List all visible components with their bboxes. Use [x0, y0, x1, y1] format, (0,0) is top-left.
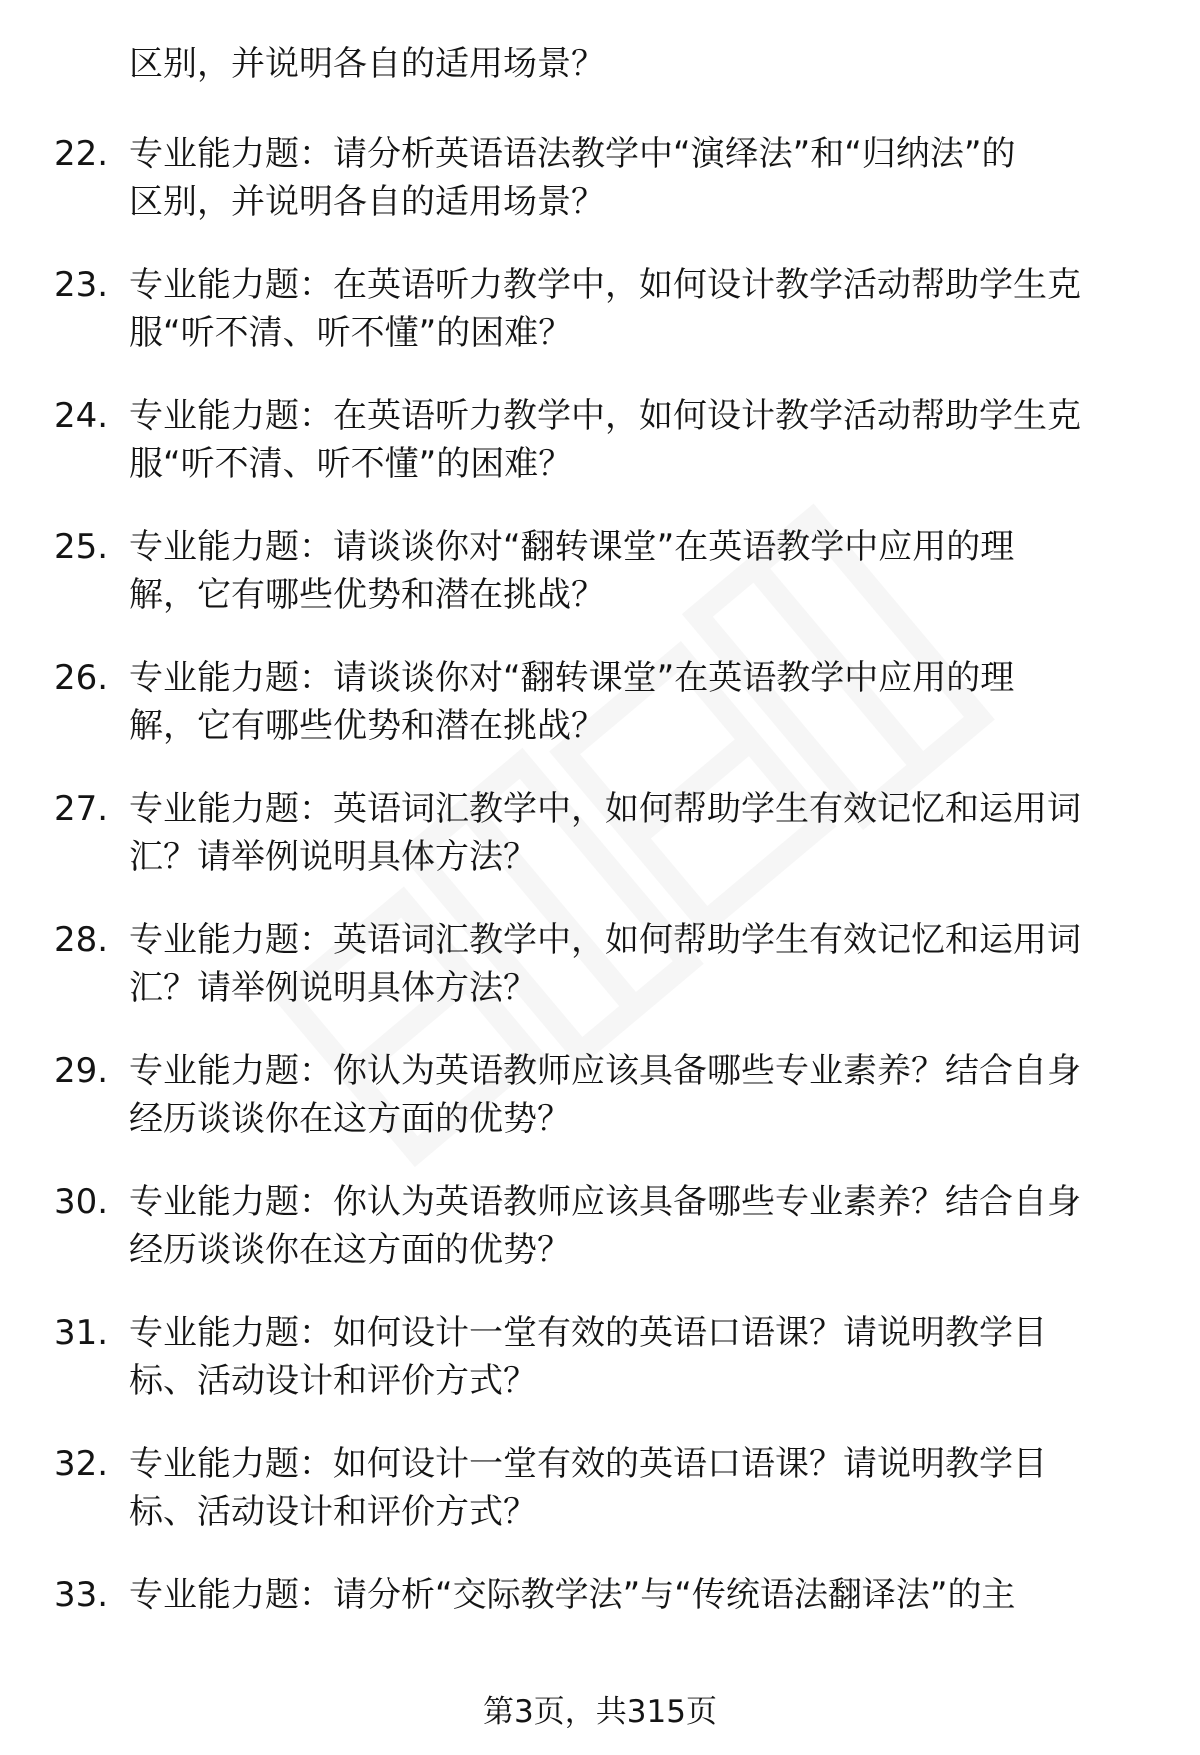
- list-item: [54, 523, 1154, 619]
- list-item: [54, 785, 1154, 881]
- item-text: 专业能力题：如何设计一堂有效的英语口语课？请说明教学目 标、活动设计和评价方式？: [129, 1313, 1047, 1401]
- list-item: [54, 1047, 1154, 1143]
- item-number: 26.: [54, 658, 109, 698]
- list-item: [54, 1440, 1154, 1536]
- item-number: 31.: [54, 1313, 109, 1353]
- item-text: 专业能力题：请分析“交际教学法”与“传统语法翻译法”的主: [129, 1575, 1016, 1615]
- item-number: 23.: [54, 265, 109, 305]
- continued-text: 区别，并说明各自的适用场景？: [129, 44, 605, 84]
- item-text: 专业能力题：如何设计一堂有效的英语口语课？请说明教学目 标、活动设计和评价方式？: [129, 1444, 1047, 1532]
- item-text: 专业能力题：你认为英语教师应该具备哪些专业素养？结合自身 经历谈谈你在这方面的优势？: [129, 1051, 1081, 1139]
- item-text: 专业能力题：英语词汇教学中，如何帮助学生有效记忆和运用词 汇？请举例说明具体方法？: [129, 920, 1081, 1008]
- item-text: 专业能力题：在英语听力教学中，如何设计教学活动帮助学生克 服“听不清、听不懂”的困难？: [129, 396, 1081, 484]
- list-item: [54, 1571, 1154, 1619]
- item-number: 28.: [54, 920, 109, 960]
- item-number: 22.: [54, 134, 109, 174]
- item-number: 24.: [54, 396, 109, 436]
- list-item: [54, 654, 1154, 750]
- list-item: [54, 1309, 1154, 1405]
- item-number: 25.: [54, 527, 109, 567]
- item-number: 32.: [54, 1444, 109, 1484]
- question-list: [54, 40, 1154, 1654]
- item-text: 专业能力题：你认为英语教师应该具备哪些专业素养？结合自身 经历谈谈你在这方面的优势？: [129, 1182, 1081, 1270]
- item-number: 33.: [54, 1575, 109, 1615]
- list-item: [54, 1178, 1154, 1274]
- item-number: 27.: [54, 789, 109, 829]
- item-number: 29.: [54, 1051, 109, 1091]
- page-footer: 第3页，共315页: [483, 1694, 717, 1730]
- list-item: [54, 392, 1154, 488]
- list-item: [54, 130, 1154, 226]
- list-item: [54, 916, 1154, 1012]
- item-text: 专业能力题：请谈谈你对“翻转课堂”在英语教学中应用的理 解，它有哪些优势和潜在挑战？: [129, 658, 1015, 746]
- item-number: 30.: [54, 1182, 109, 1222]
- item-text: 专业能力题：在英语听力教学中，如何设计教学活动帮助学生克 服“听不清、听不懂”的困难？: [129, 265, 1081, 353]
- item-text: 专业能力题：英语词汇教学中，如何帮助学生有效记忆和运用词 汇？请举例说明具体方法？: [129, 789, 1081, 877]
- list-item: [54, 261, 1154, 357]
- item-text: 专业能力题：请谈谈你对“翻转课堂”在英语教学中应用的理 解，它有哪些优势和潜在挑战？: [129, 527, 1015, 615]
- item-text: 专业能力题：请分析英语语法教学中“演绎法”和“归纳法”的 区别，并说明各自的适用场景？: [129, 134, 1016, 222]
